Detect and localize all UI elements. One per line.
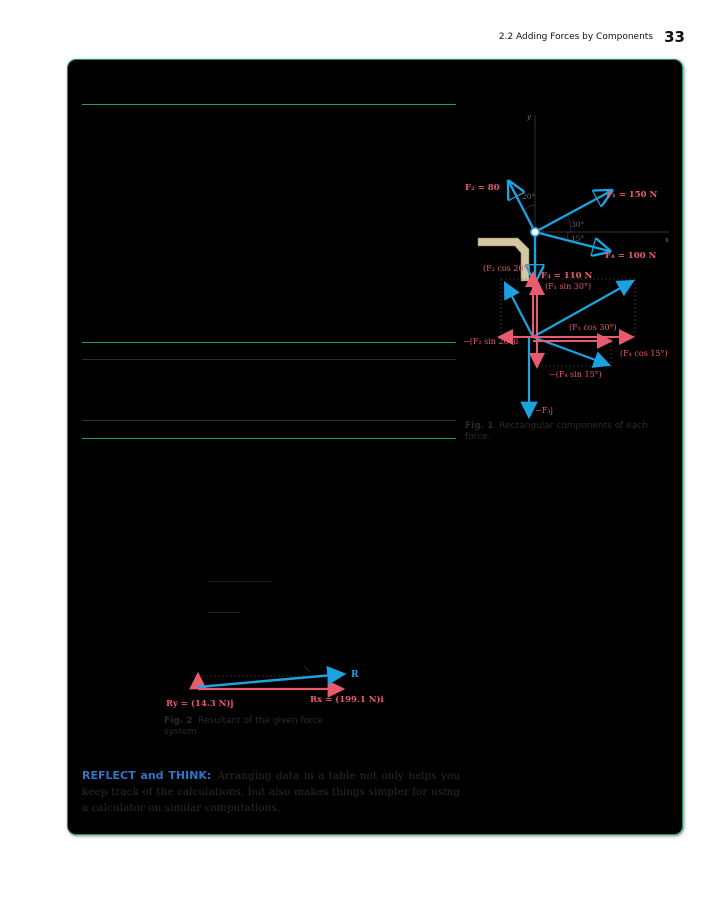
f2-vector [505, 283, 533, 337]
f1cos-label: (F₁ cos 30°) [569, 323, 617, 332]
y-axis-label: y [527, 113, 531, 121]
pin [531, 228, 539, 236]
reflect-and-think [82, 768, 460, 816]
angle-15-label: 15° [571, 234, 585, 243]
reflect-heading: REFLECT and THINK: [82, 769, 212, 782]
ry-label: Ry = (14.3 N)j [166, 699, 234, 709]
f2cos-label: (F₂ cos 20°) [483, 264, 531, 273]
table-rule-1 [82, 359, 456, 360]
f2-label: F₂ = 80 [465, 183, 500, 193]
f4-label: F₄ = 100 N [605, 251, 657, 261]
reflect-text: Arranging data in a table not only helps you keep track of the calculations, but also makes things simpler for using a calculator on similar computations. [82, 770, 460, 814]
f1-label: F₁ = 150 N [606, 190, 658, 200]
x-axis-label: x [665, 236, 669, 244]
f3-label: F₃ = 110 N [541, 271, 593, 281]
fraction-line [208, 612, 240, 613]
resultant-diagram [158, 650, 428, 710]
rx-label: Rx = (199.1 N)i [310, 695, 384, 705]
fig1-caption-text: Rectangular components of each force. [465, 421, 649, 442]
green-rule-1 [82, 104, 456, 105]
f2-vector [509, 182, 535, 232]
fig1-caption [465, 421, 650, 443]
angle-arc-20 [524, 205, 535, 212]
angle-30-label: 30° [571, 220, 585, 229]
green-rule-3 [82, 438, 456, 439]
table-rule-2 [82, 420, 456, 421]
fig2-caption [164, 716, 354, 738]
f1sin-label: (F₁ sin 30°) [545, 282, 592, 291]
angle-20-label: 20° [522, 192, 536, 201]
leader-line [304, 666, 310, 672]
fig2-caption-text: Resultant of the given force system. [164, 716, 324, 737]
r-label: R [351, 670, 359, 680]
f4cos-label: (F₄ cos 15°) [620, 349, 668, 358]
page-number: 33 [664, 28, 685, 46]
f4sin-label: −(F₄ sin 15°) [549, 370, 602, 379]
section-title: 2.2 Adding Forces by Components [498, 32, 653, 42]
fig2-caption-label: Fig. 2 [164, 716, 193, 726]
fraction-line [208, 581, 272, 582]
f2sin-label: −(F₂ sin 20°)i [463, 337, 519, 346]
angle-arc-15 [567, 232, 568, 240]
fig1-caption-label: Fig. 1 [465, 421, 494, 431]
f3j-label: −F₃j [535, 406, 553, 415]
components-diagram [463, 253, 688, 423]
sample-problem-panel [67, 59, 683, 835]
page-header [0, 30, 719, 50]
green-rule-2 [82, 342, 456, 343]
